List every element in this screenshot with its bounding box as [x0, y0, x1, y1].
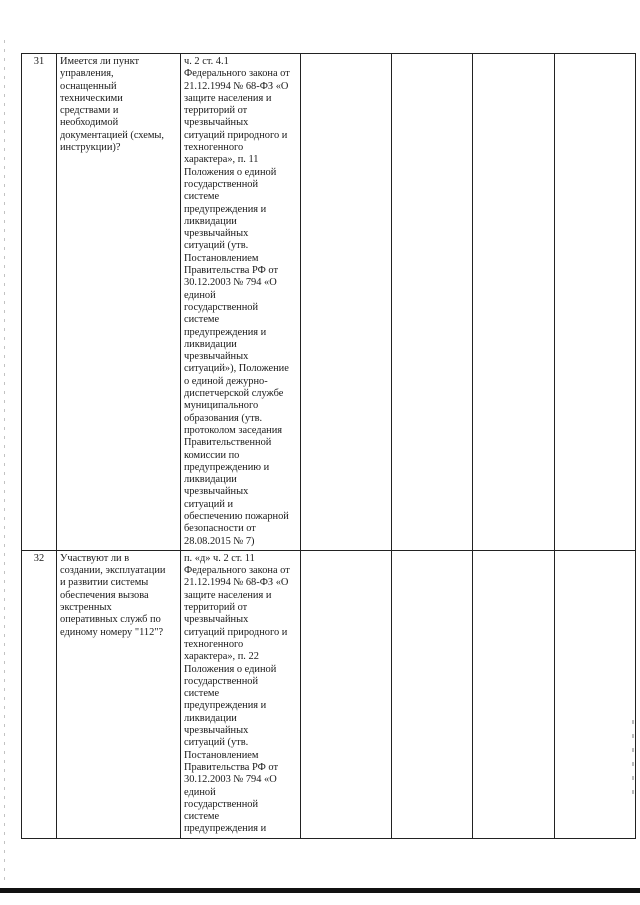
legal-reference-cell: ч. 2 ст. 4.1 Федерального закона от 21.12.1994 № 68-ФЗ «О защите населения и территорий от чрезвычайных ситуаций природного и техногенного характера», п. 11 Положения о единой государственной системе предупреждения и ликвидации чрезвычайных ситуаций (утв. Постановлением Правительства РФ от 30.12.2003 № 794 «О единой государственной системе предупреждения и ликвидации чрезвычайных ситуаций»), Положение о единой дежурно- диспетчерской службе муниципального образования (утв. протоколом заседания Правительственной комиссии по предупреждению и ликвидации чрезвычайных ситуаций и обеспечению пожарной безопасности от 28.08.2015 № 7): [181, 54, 301, 551]
comment-cell: [555, 54, 636, 551]
question-cell: Участвуют ли в создании, эксплуатации и развитии системы обеспечения вызова экстренных оперативных служб по единому номеру "112"?: [57, 550, 181, 838]
row-number: 31: [22, 54, 57, 551]
answer-na-cell: [473, 550, 555, 838]
comment-cell: [555, 550, 636, 838]
answer-yes-cell: [301, 54, 392, 551]
scan-edge-left: [4, 40, 5, 880]
table-row: [22, 550, 636, 838]
page-bottom-edge: [0, 888, 640, 893]
question-cell: Имеется ли пункт управления, оснащенный техническими средствами и необходимой документацией (схемы, инструкции)?: [57, 54, 181, 551]
legal-reference-cell: п. «д» ч. 2 ст. 11 Федерального закона от 21.12.1994 № 68-ФЗ «О защите населения и территорий от чрезвычайных ситуаций природного и техногенного характера», п. 22 Положения о единой государственной системе предупреждения и ликвидации чрезвычайных ситуаций (утв. Постановлением Правительства РФ от 30.12.2003 № 794 «О единой государственной системе предупреждения и: [181, 550, 301, 838]
answer-no-cell: [392, 550, 473, 838]
checklist-table: [21, 53, 636, 839]
answer-yes-cell: [301, 550, 392, 838]
answer-na-cell: [473, 54, 555, 551]
row-number: 32: [22, 550, 57, 838]
answer-no-cell: [392, 54, 473, 551]
table-row: [22, 54, 636, 551]
